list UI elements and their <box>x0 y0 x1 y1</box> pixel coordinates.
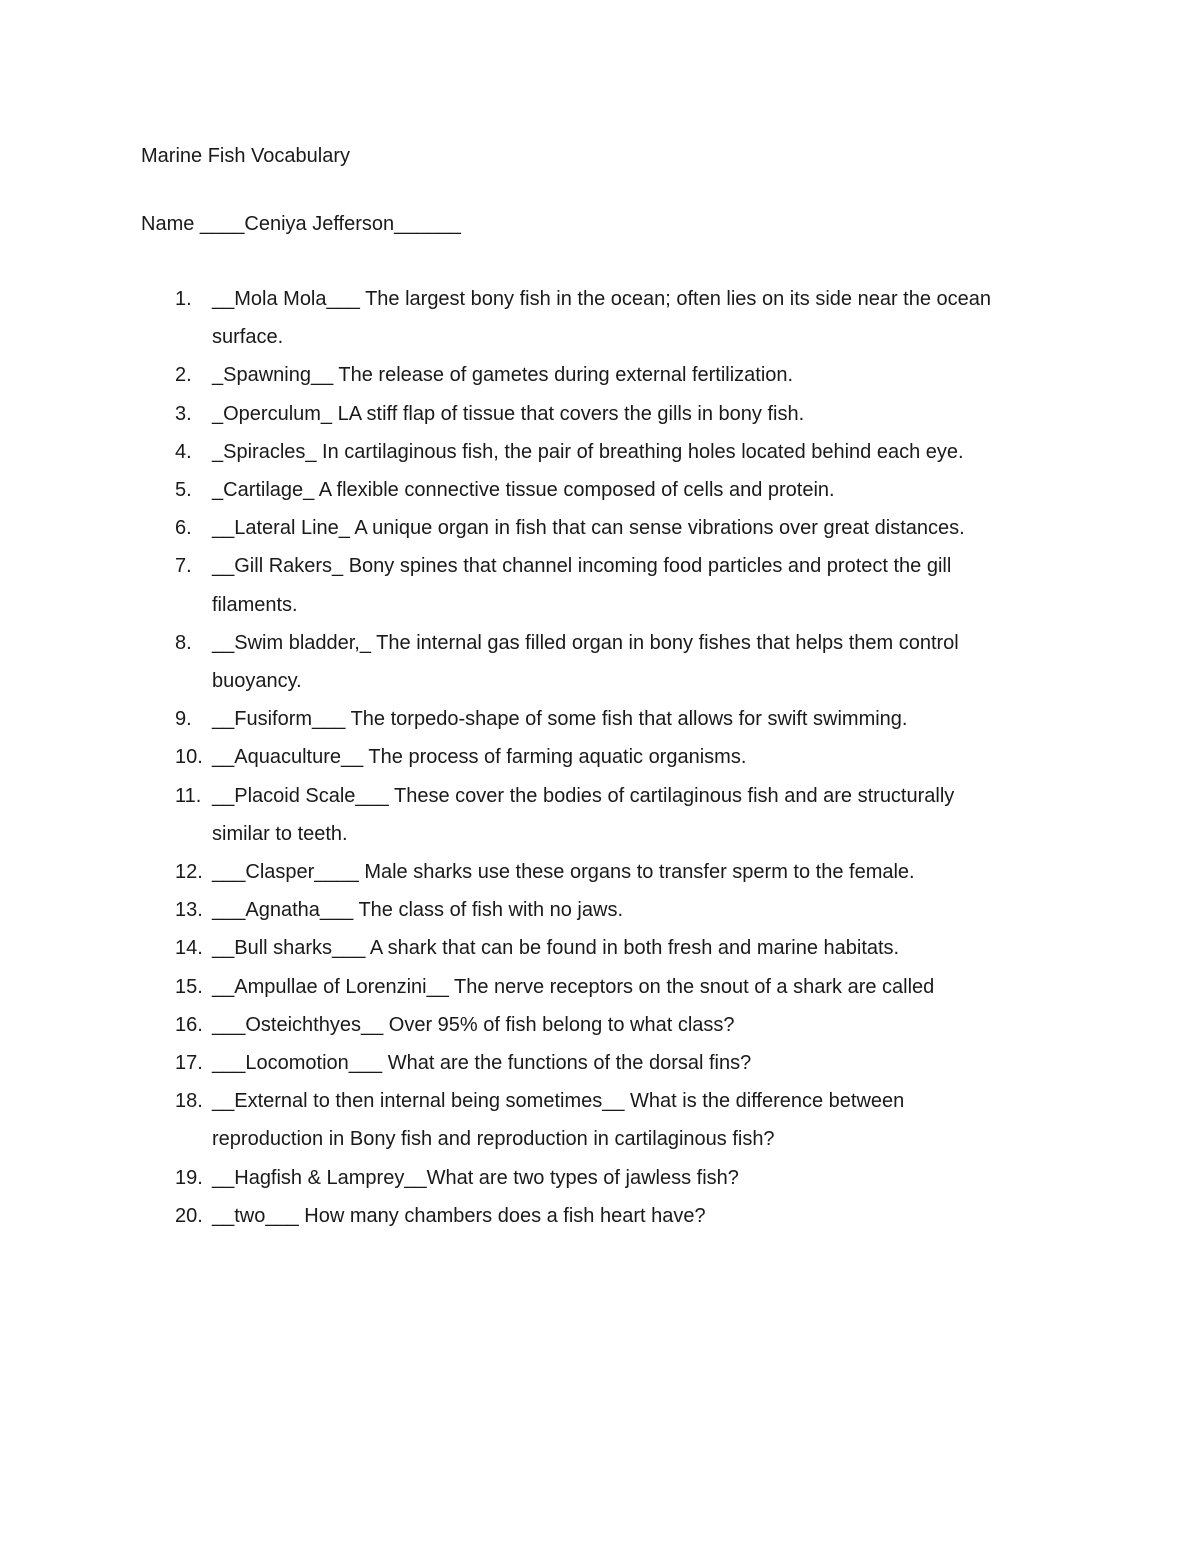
item-text-line: _Operculum_ LA stiff flap of tissue that covers the gills in bony fish. <box>212 402 805 425</box>
item-text-line: __Lateral Line_ A unique organ in fish that can sense vibrations over great distances. <box>212 517 965 540</box>
vocab-item <box>141 624 1081 700</box>
item-text-line: __Swim bladder,_ The internal gas filled organ in bony fishes that helps them control <box>212 631 959 654</box>
vocab-item <box>141 700 1081 738</box>
item-number: 11. <box>175 784 202 807</box>
vocab-item <box>141 777 1081 853</box>
item-text-line: _Spawning__ The release of gametes during external fertilization. <box>212 364 794 387</box>
item-text-line: __External to then internal being sometimes__ What is the difference between <box>212 1090 905 1113</box>
vocab-item <box>141 891 1081 929</box>
document-title: Marine Fish Vocabulary <box>141 145 350 167</box>
item-text-line: similar to teeth. <box>212 822 348 845</box>
student-name-line: Name ____Ceniya Jefferson______ <box>141 213 461 235</box>
vocab-item <box>141 547 1081 623</box>
vocab-item <box>141 356 1081 394</box>
item-number: 12. <box>175 861 203 884</box>
item-text-line: __Hagfish & Lamprey__What are two types of jawless fish? <box>212 1166 739 1189</box>
item-text-line: __Gill Rakers_ Bony spines that channel incoming food particles and protect the gill <box>212 555 952 578</box>
vocab-item <box>141 853 1081 891</box>
item-text-line: __Placoid Scale___ These cover the bodies of cartilaginous fish and are structurally <box>212 784 955 807</box>
item-number: 6. <box>175 517 192 540</box>
item-text-line: surface. <box>212 326 284 349</box>
vocab-item <box>141 509 1081 547</box>
vocab-item <box>141 1197 1081 1235</box>
vocab-item <box>141 738 1081 776</box>
vocab-item <box>141 395 1081 433</box>
vocab-item <box>141 968 1081 1006</box>
vocab-item <box>141 1044 1081 1082</box>
vocab-item <box>141 1159 1081 1197</box>
item-number: 16. <box>175 1013 203 1036</box>
item-number: 13. <box>175 899 203 922</box>
item-number: 8. <box>175 631 192 654</box>
item-text-line: __Mola Mola___ The largest bony fish in the ocean; often lies on its side near the ocean <box>212 288 992 310</box>
vocab-item <box>141 1082 1081 1158</box>
vocab-item <box>141 1006 1081 1044</box>
item-number: 19. <box>175 1166 203 1189</box>
item-text-line: ___Clasper____ Male sharks use these organs to transfer sperm to the female. <box>212 861 915 884</box>
item-text-line: reproduction in Bony fish and reproduction in cartilaginous fish? <box>212 1128 775 1151</box>
item-text-line: _Spiracles_ In cartilaginous fish, the pair of breathing holes located behind each eye. <box>212 440 964 463</box>
item-text-line: __Bull sharks___ A shark that can be found in both fresh and marine habitats. <box>212 937 900 960</box>
item-text-line: __Aquaculture__ The process of farming aquatic organisms. <box>212 746 747 769</box>
vocab-item <box>141 433 1081 471</box>
item-number: 9. <box>175 708 192 731</box>
item-text-line: __Fusiform___ The torpedo-shape of some fish that allows for swift swimming. <box>212 708 908 731</box>
item-text-line: buoyancy. <box>212 670 302 693</box>
item-number: 4. <box>175 440 192 463</box>
item-number: 2. <box>175 364 192 387</box>
vocab-item <box>141 929 1081 967</box>
item-number: 7. <box>175 555 192 578</box>
item-text-line: ___Locomotion___ What are the functions of the dorsal fins? <box>212 1052 752 1075</box>
item-number: 10. <box>175 746 203 769</box>
item-text-line: __Ampullae of Lorenzini__ The nerve receptors on the snout of a shark are called <box>212 975 935 998</box>
vocabulary-list <box>141 280 1081 1235</box>
item-number: 18. <box>175 1090 203 1113</box>
item-text-line: filaments. <box>212 593 298 616</box>
item-text-line: __two___ How many chambers does a fish heart have? <box>212 1204 706 1227</box>
vocab-item <box>141 471 1081 509</box>
item-number: 20. <box>175 1204 203 1227</box>
item-number: 5. <box>175 479 192 502</box>
item-text-line: ___Osteichthyes__ Over 95% of fish belong to what class? <box>212 1013 735 1036</box>
vocab-item <box>141 280 1081 356</box>
item-number: 1. <box>175 288 192 310</box>
item-number: 14. <box>175 937 203 960</box>
item-text-line: _Cartilage_ A flexible connective tissue composed of cells and protein. <box>212 479 835 502</box>
item-number: 3. <box>175 402 192 425</box>
item-text-line: ___Agnatha___ The class of fish with no jaws. <box>212 899 623 922</box>
item-number: 17. <box>175 1052 203 1075</box>
item-number: 15. <box>175 975 203 998</box>
